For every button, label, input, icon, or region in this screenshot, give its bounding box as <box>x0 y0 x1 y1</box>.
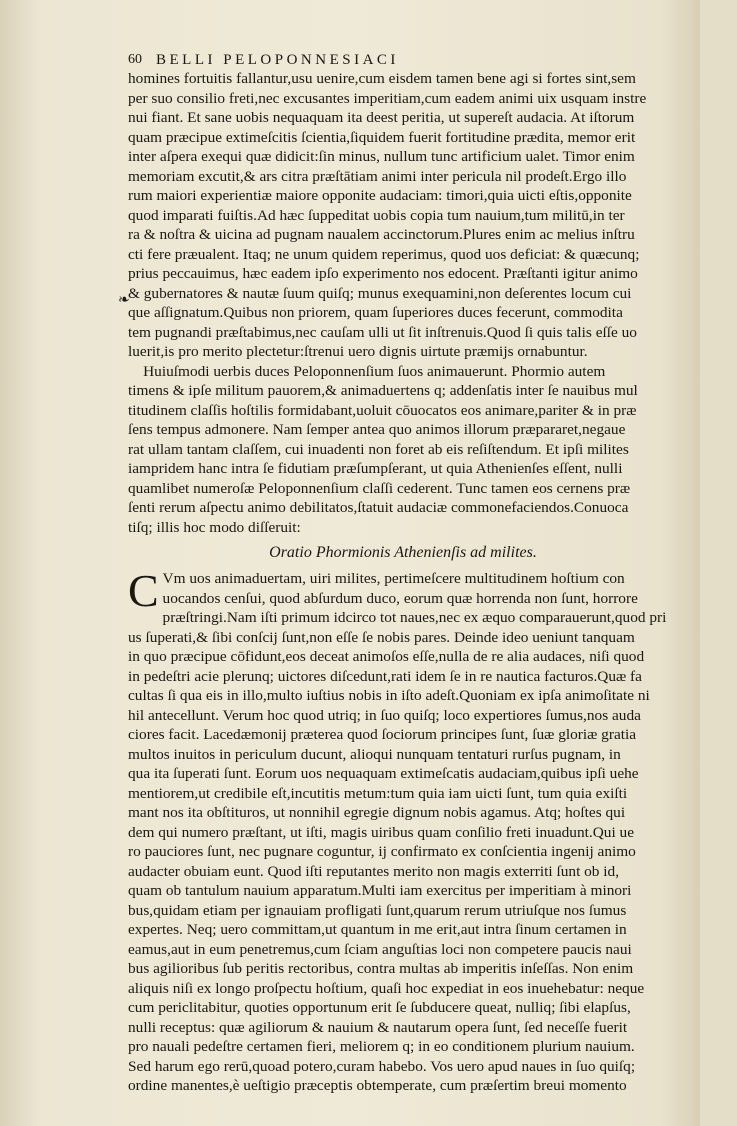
text-line: ſens tempus admonere. Nam ſemper antea quo animos illorum præpararet,negaue <box>128 422 626 438</box>
text-line: eamus,aut in eum penetremus,cum ſciam anguſtias loci non competere paucis naui <box>128 941 632 958</box>
text-line: homines fortuitis fallantur,usu uenire,cum eisdem tamen bene agi si fortes sint,sem <box>128 71 636 87</box>
text-line: per suo consilio freti,nec excusantes imperitiam,cum eadem animi uix usquam instre <box>128 90 647 107</box>
text-line: multos inuitos in periculum ducunt, alioqui nunquam tentaturi rurſus pugnam, in <box>128 746 621 763</box>
text-line: cti fere præualent. Itaq; ne unum quidem reperimus, quod uos deficiat: & quæcunq; <box>128 246 640 263</box>
text-line: que aſſignatum.Quibus non priorem, quam ſuperiores duces fecerunt, commodita <box>128 305 623 321</box>
text-line: præſtringi.Nam iſti primum idcirco tot naues,nec ex æquo comparauerunt,quod pri <box>162 610 667 626</box>
paragraph-narrative <box>128 363 678 539</box>
text-line: hil antecellunt. Verum hoc quod utriq; in ſuo quiſq; loco expertiores ſumus,nos auda <box>128 707 641 724</box>
text-line: pro nauali pedeſtre certamen fieri, meliorem q; in eo conditionem plurium nauium. <box>128 1039 635 1055</box>
text-line: bus agilioribus ſub peritis rectoribus, contra multas ab imperitis inſeſſas. Non enim <box>128 961 634 977</box>
drop-cap: C <box>128 565 159 616</box>
text-line: cum periclitabitur, quoties opportunum erit ſe ſubducere queat, nulliq; ſibi elapſus, <box>128 1000 631 1016</box>
text-line: memoriam excutit,& ars citra præſtātiam animi inter pericula nil prodeſt.Ergo illo <box>128 168 627 185</box>
text-line: tiſq; illis hoc modo diſſeruit: <box>128 519 301 536</box>
text-line: dem qui numero præſtant, ut iſti, magis uiribus quam conſilio freti inuadunt.Qui ue <box>128 824 634 841</box>
text-line: & gubernatores & nautæ ſuum quiſq; munus exequamini,non deſerentes locum cui <box>128 285 632 302</box>
text-line: prius peccauimus, hæc eadem ipſo experimento nos edocent. Præſtanti igitur animo <box>128 266 638 282</box>
text-line: ro pauciores ſunt, nec pugnare coguntur, ij confirmato ex conſcientia ingenij animo <box>128 844 636 860</box>
text-line: Huiuſmodi uerbis duces Peloponnenſium ſuos animauerunt. Phormio autem <box>143 363 606 380</box>
text-line: uocandos cenſui, quod abſurdum duco, eorum quæ horrenda non ſunt, horrore <box>162 590 638 607</box>
text-line: tem pugnandi præſtabimus,nec cauſam ulli ut ſit inſtrenuis.Quod ſi quis talis eſſe uo <box>128 324 637 341</box>
text-line: quod imparati fuiſtis.Ad hæc ſuppeditat uobis copia tum nauium,tum militū,in ter <box>128 207 625 224</box>
text-line: mant nos ita obſtituros, ut nonnihil egregie dignum nobis agamus. Atq; hoſtes qui <box>128 805 626 821</box>
oration-heading: Oratio Phormionis Athenienſis ad milites. <box>269 544 537 561</box>
text-line: nui fiant. Et sane uobis nequaquam ita deest peritia, ut supereſt audacia. At iſtorum <box>128 110 635 126</box>
text-line: rat ullam tantam claſſem, cui inuadenti non foret ab eis reſiſtendum. Et ipſi milites <box>128 441 629 458</box>
text-line: ciores facit. Lacedæmonij præterea quod ſociorum principes ſunt, ſuæ gloriæ gratia <box>128 727 637 743</box>
text-line: titudinem claſſis hoſtilis formidabant,uoluit cōuocatos eos animare,pariter & in præ <box>128 402 637 419</box>
text-line: ordine manentes,è ueſtigio præceptis obtemperate, cum præſertim breui momento <box>128 1078 627 1094</box>
text-line: luerit,is pro merito plectetur:ſtrenui uero dignis uirtute præmijs ornabuntur. <box>128 344 588 360</box>
text-line: cultas ſi qua eis in illo,multo iuſtius nobis in iſto adeſt.Quoniam ex ipſa animoſitate ni <box>128 688 650 704</box>
text-line: iampridem hanc intra ſe fidutiam præſumpſerant, ut quia Athenienſes eſſent, nulli <box>128 461 623 477</box>
text-line: timens & ipſe militum pauorem,& animaduertens q; addenſatis inter ſe nauibus mul <box>128 383 638 399</box>
text-line: ſenti rerum aſpectu animo debilitatos,ſtatuit audaciæ commonefaciendos.Conuoca <box>128 500 629 516</box>
text-line: in pedeſtri acie plerunq; uictores diſcedunt,rati idem ſe in re nautica facturos.Quæ fa <box>128 668 642 685</box>
running-title: BELLI PELOPONNESIACI <box>156 52 399 68</box>
text-line: in quo præcipue cōfidunt,eos deceat animoſos eſſe,nulla de re alia audaces, niſi quod <box>128 649 645 665</box>
running-head <box>128 52 688 72</box>
text-line: quam præcipue extimeſcitis ſcientia,ſiquidem fuerit fortitudine prædita, memor erit <box>128 129 636 146</box>
text-line: aliquis niſi ex longo proſpectu hoſtium, quaſi hoc expediat in eos inuehebatur: neque <box>128 980 645 997</box>
text-line: mentiorem,ut credibile eſt,incutitis metum:tum quia iam uicti ſunt, tum quia exiſti <box>128 785 628 802</box>
text-line: quamlibet numeroſæ Peloponnenſium claſſi cederent. Tunc tamen eos cernens præ <box>128 480 631 497</box>
text-body <box>128 70 678 1097</box>
margin-marker: ❧ <box>118 293 130 308</box>
paragraph-speech-peloponnesian <box>128 70 678 363</box>
page-number: 60 <box>128 52 142 67</box>
text-line: nulli receptus: quæ agiliorum & nauium & nautarum opera ſunt, ſed neceſſe fuerit <box>128 1019 628 1036</box>
text-line: ra & noſtra & uicina ad pugnam naualem accinctorum.Plures enim ac melius inſtru <box>128 227 635 243</box>
text-line: audacter obuiam eunt. Quod iſti reputantes merito non magis exterriti ſunt ob id, <box>128 863 620 880</box>
text-line: Vm uos animaduertam, uiri milites, pertimeſcere multitudinem hoſtium con <box>162 571 625 587</box>
text-line: us ſuperati,& ſibi conſcij ſunt,non eſſe ſe nobis pares. Deinde ideo ueniunt tanquam <box>128 629 635 646</box>
text-line: inter aſpera exequi quæ didicit:ſin minus, nullum tunc artificium ualet. Timor enim <box>128 149 635 165</box>
text-line: rum maiori experientiæ maiore opponite audaciam: timori,quia uicti eſtis,opponite <box>128 188 632 204</box>
text-line: expertes. Neq; uero committam,ut quantum in me erit,aut intra ſinum certamen in <box>128 922 627 938</box>
text-line: bus,quidam etiam per ignauiam profligati ſunt,quarum rerum utriuſque nos ſumus <box>128 902 627 919</box>
oration-paragraph <box>128 565 678 1097</box>
text-line: Sed harum ego rerū,quoad potero,curam habebo. Vos uero apud naues in ſuo quiſq; <box>128 1058 636 1075</box>
text-line: qua ita ſuperati ſunt. Eorum uos nequaquam extimeſcatis audaciam,quibus ipſi uehe <box>128 766 639 782</box>
text-line: quam ob tantulum nauium apparatum.Multi iam exercitus per imperitiam à minori <box>128 883 632 899</box>
